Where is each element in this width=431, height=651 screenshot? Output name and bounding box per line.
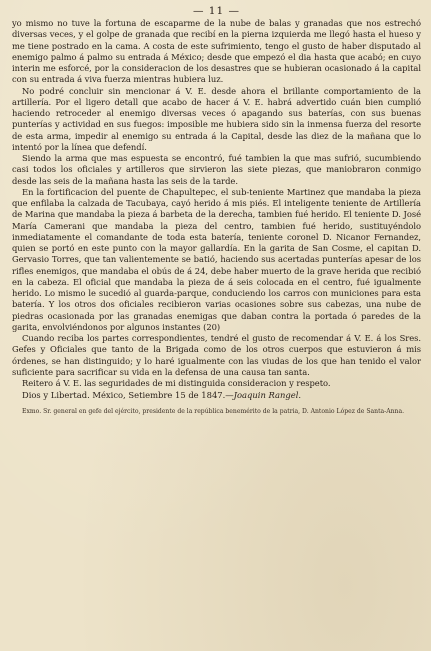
paragraph-3: Siendo la arma que mas espuesta se encontró, fué tambien la que mas sufrió, sucumbiendo casi todos los oficiales y artilleros que sirvieron las siete piezas, que maniobraron conmigo desde las seis de la mañana hasta las seis de la tarde. (12, 153, 421, 186)
signature-line (12, 389, 421, 401)
closing-text: Dios y Libertad. México, Setiembre 15 de 1847.— (22, 390, 234, 401)
paragraph-6: Reitero á V. E. las seguridades de mi distinguida consideracion y respeto. (22, 378, 331, 388)
page-number: — 11 — (192, 5, 241, 17)
paragraph-5: Cuando reciba los partes correspondientes, tendré el gusto de recomendar á V. E. á los Sres. Gefes y Oficiales que tanto de la Brigada como de los otros cuerpos que estuvieron á mis órdenes, se han distinguido; y lo haré igualmente con las viudas de los que han tenido el valor suficiente para sacrificar su vida en la defensa de una causa tan santa. (12, 333, 421, 377)
letter-body (12, 18, 421, 389)
paragraph-2: No podré concluir sin mencionar á V. E. desde ahora el brillante comportamiento de la artillería. Por el ligero detall que acabo de hacer á V. E. habrá advertido cuán bien cumplió haciendo retroceder al enemigo diversas veces ó apagando sus baterías, con sus buenas punterías y actividad en sus fuegos: imposible me hubiera sido sin la inmensa fuerza del resorte de esta arma, impedir al enemigo su entrada á la Capital, desde las diez de la mañana que lo intentó por la línea que defendí. (12, 85, 421, 152)
paragraph-1: yo mismo no tuve la fortuna de escaparme de la nube de balas y granadas que nos estrechó diversas veces, y el golpe de granada que recibí en la pierna izquierda me llegó hasta el hueso y me tiene postrado en la cama. A costa de este sufrimiento, tengo el gusto de haber disputado al enemigo palmo á palmo su entrada á México; desde que empezó el dia hasta que acabó; en cuyo interin me esforcé, por la consideracion de los desastres que se hubieran ocasionado á la capital con su entrada á viva fuerza mientras hubiera luz. (12, 18, 421, 85)
author-name: Joaquin Rangel. (233, 390, 302, 401)
addressee-footnote: Exmo. Sr. general en gefe del ejército, presidente de la república benemérito de la patria, D. Antonio López de Santa-Anna. (22, 408, 405, 416)
paragraph-4: En la fortificacion del puente de Chapultepec, el sub-teniente Martinez que mandaba la pieza que enfilaba la calzada de Tacubaya, cayó herido á mis piés. El inteligente teniente de Artillería de Marina que mandaba la pieza á barbeta de la derecha, tambien fué herido. El teniente D. José María Camerani que mandaba la pieza del centro, tambien fué herido, sustituyéndolo inmediatamente el comandante de toda esta batería, teniente coronel D. Nicanor Fernandez, quien se portó en este punto con la mayor gallardía. En la garita de San Cosme, el capitan D. Gervasio Torres, que tan valientemente se batió, haciendo sus acertadas punterías apesar de los rifles enemigos, que mandaba el obús de á 24, debe haber muerto de la grave herida que recibió en la cabeza. El oficial que mandaba la pieza de á seis colocada en el centro, fué igualmente herido. Lo mismo le sucedió al guarda-parque, conduciendo los carros con municiones para esta batería. Y los otros dos oficiales recibieron varias ocasiones sobre sus cabezas, una nube de piedras ocasionada por las granadas enemigas que daban contra la portada ó paredes de la garita, envolviéndonos por algunos instantes (20) (12, 186, 421, 332)
